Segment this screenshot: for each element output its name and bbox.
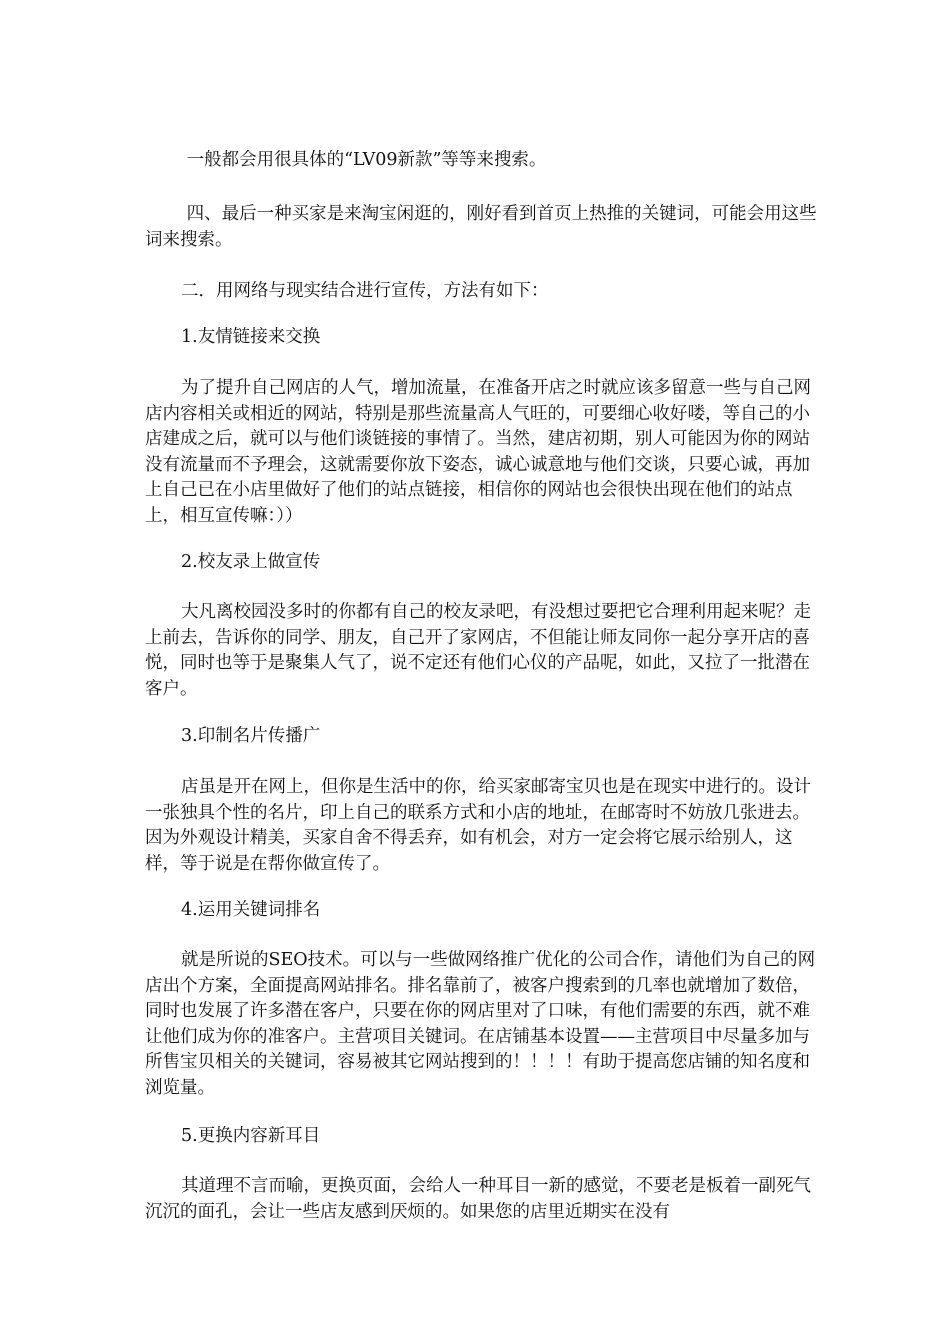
paragraph-business-cards: 店虽是开在网上，但你是生活中的你，给买家邮寄宝贝也是在现实中进行的。设计一张独具个性的名片，印上自己的联系方式和小店的地址，在邮寄时不妨放几张进去。因为外观设计精美，买家自舍不得丢弃，如有机会，对方一定会将它展示给别人，这样，等于说是在帮你做宣传了。 <box>145 777 811 874</box>
subheading-2: 2.校友录上做宣传 <box>181 552 321 572</box>
paragraph-friend-links: 为了提升自己网店的人气，增加流量，在准备开店之时就应该多留意一些与自己网店内容相关或相近的网站，特别是那些流量高人气旺的，可要细心收好喽，等自己的小店建成之后，就可以与他们谈链接的事情了。当然，建店初期，别人可能因为你的网站没有流量而不予理会，这就需要你放下姿态，诚心诚意地与他们交谈，只要心诚，再加上自己已在小店里做好了他们的站点链接，相信你的网站也会很快出现在他们的站点上，相互宣传嘛：）） <box>145 378 811 526</box>
paragraph-continuation: 一般都会用很具体的“LV09新款”等等来搜索。 <box>181 150 547 170</box>
subheading-1: 1.友情链接来交换 <box>181 327 321 347</box>
subheading-4: 4.运用关键词排名 <box>181 900 321 920</box>
paragraph-keywords: 就是所说的SEO技术。可以与一些做网络推广优化的公司合作，请他们为自己的网店出个方案，全面提高网站排名。排名靠前了，被客户搜索到的几率也就增加了数倍，同时也发展了许多潜在客户，只要在你的网店里对了口味，有他们需要的东西，就不难让他们成为你的准客户。主营项目关键词。在店铺基本设置——主营项目中尽量多加与所售宝贝相关的关键词，容易被其它网站搜到的！！！！有助于提高您店铺的知名度和浏览量。 <box>145 950 816 1098</box>
subheading-5: 5.更换内容新耳目 <box>181 1126 321 1146</box>
paragraph-point-four: 四、最后一种买家是来淘宝闲逛的，刚好看到首页上热推的关键词，可能会用这些词来搜索。 <box>145 204 817 250</box>
paragraph-refresh-content: 其道理不言而喻，更换页面，会给人一种耳目一新的感觉，不要老是板着一副死气沉沉的面孔，会让一些店友感到厌烦的。如果您的店里近期实在没有 <box>145 1176 811 1222</box>
subheading-3: 3.印制名片传播广 <box>181 726 321 746</box>
section-heading-2: 二．用网络与现实结合进行宣传，方法有如下： <box>181 281 549 301</box>
paragraph-alumni: 大凡离校园没多时的你都有自己的校友录吧，有没想过要把它合理利用起来呢？走上前去，告诉你的同学、朋友，自己开了家网店，不但能让师友同你一起分享开店的喜悦，同时也等于是聚集人气了，说不定还有他们心仪的产品呢，如此，又拉了一批潜在客户。 <box>145 602 811 699</box>
